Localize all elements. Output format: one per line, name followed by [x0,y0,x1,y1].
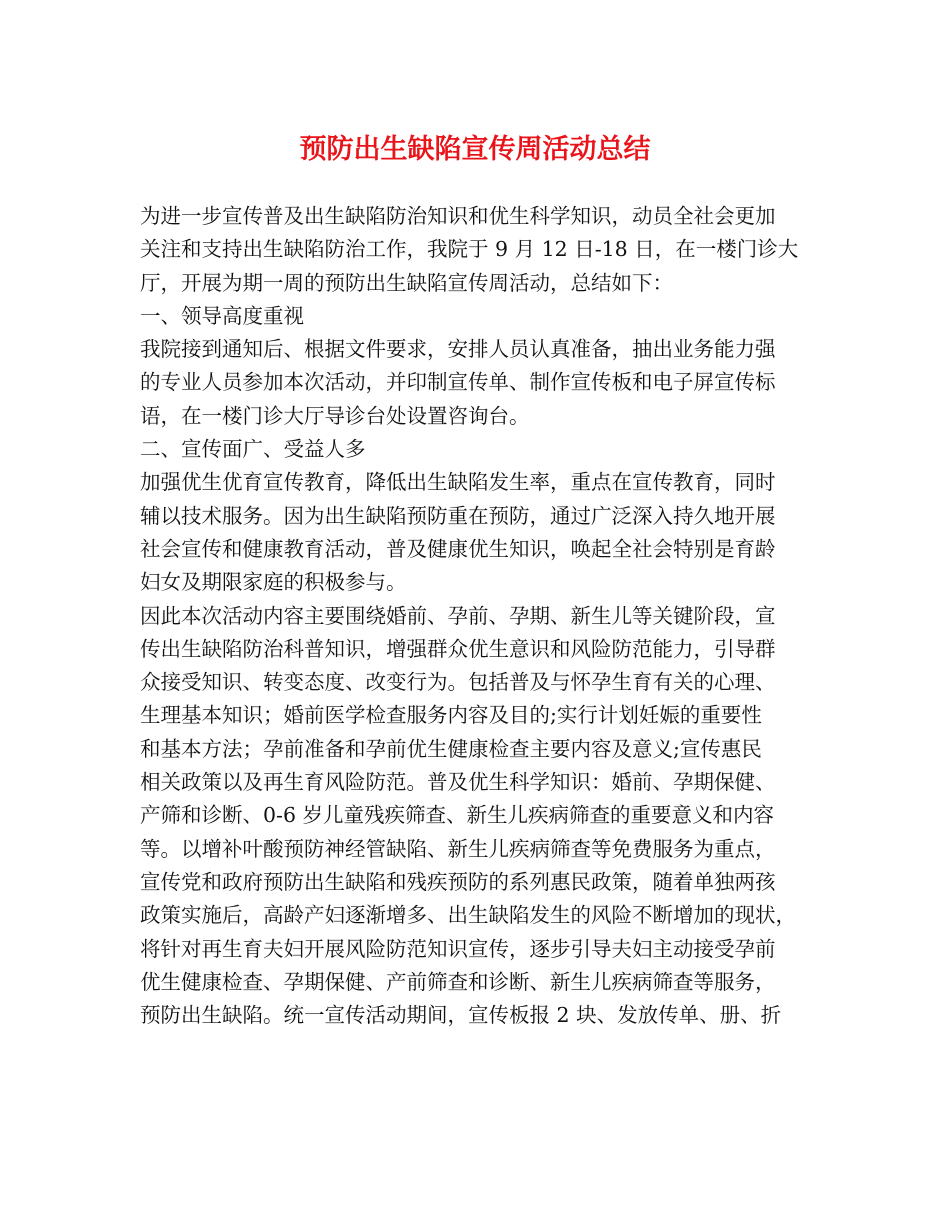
section-heading: 一、领导高度重视 [140,303,304,328]
body-line: 我院接到通知后、根据文件要求，安排人员认真准备，抽出业务能力强 [140,337,776,362]
body-line: 宣传党和政府预防出生缺陷和残疾预防的系列惠民政策，随着单独两孩 [140,869,776,894]
body-line: 预防出生缺陷。统一宣传活动期间，宣传板报 2 块、发放传单、册、折 [140,1003,782,1028]
body-line: 语，在一楼门诊大厅导诊台处设置咨询台。 [140,403,530,428]
body-line: 关注和支持出生缺陷防治工作，我院于 9 月 12 日-18 日，在一楼门诊大 [140,237,799,262]
body-line: 优生健康检查、孕期保健、产前筛查和诊断、新生儿疾病筛查等服务， [140,969,776,994]
body-line: 政策实施后，高龄产妇逐渐增多、出生缺陷发生的风险不断增加的现状， [140,903,796,928]
body-line: 加强优生优育宣传教育，降低出生缺陷发生率，重点在宣传教育，同时 [140,470,776,495]
body-line: 将针对再生育夫妇开展风险防范知识宣传，逐步引导夫妇主动接受孕前 [140,936,776,961]
body-line: 为进一步宣传普及出生缺陷防治知识和优生科学知识，动员全社会更加 [140,204,776,228]
body-line: 社会宣传和健康教育活动，普及健康优生知识，唤起全社会特别是育龄 [140,536,776,561]
document-body [140,200,825,1032]
document-title: 预防出生缺陷宣传周活动总结 [299,134,651,165]
body-line: 厅，开展为期一周的预防出生缺陷宣传周活动，总结如下： [140,270,673,295]
body-line: 等。以增补叶酸预防神经管缺陷、新生儿疾病筛查等免费服务为重点， [140,836,776,861]
body-line: 产筛和诊断、0-6 岁儿童残疾筛查、新生儿疾病筛查的重要意义和内容 [140,803,775,828]
body-line: 妇女及期限家庭的积极参与。 [140,570,407,595]
section-heading: 二、宣传面广、受益人多 [140,437,366,462]
body-line: 因此本次活动内容主要围绕婚前、孕前、孕期、新生儿等关键阶段，宣 [140,603,776,628]
body-line: 众接受知识、转变态度、改变行为。包括普及与怀孕生育有关的心理、 [140,670,776,695]
body-line: 的专业人员参加本次活动，并印制宣传单、制作宣传板和电子屏宣传标 [140,370,776,395]
body-line: 相关政策以及再生育风险防范。普及优生科学知识：婚前、孕期保健、 [140,770,776,795]
body-line: 生理基本知识；婚前医学检查服务内容及目的;实行计划妊娠的重要性 [140,703,762,728]
body-line: 辅以技术服务。因为出生缺陷预防重在预防，通过广泛深入持久地开展 [140,503,776,528]
body-line: 传出生缺陷防治科普知识，增强群众优生意识和风险防范能力，引导群 [140,636,776,661]
body-line: 和基本方法；孕前准备和孕前优生健康检查主要内容及意义;宣传惠民 [140,736,762,761]
